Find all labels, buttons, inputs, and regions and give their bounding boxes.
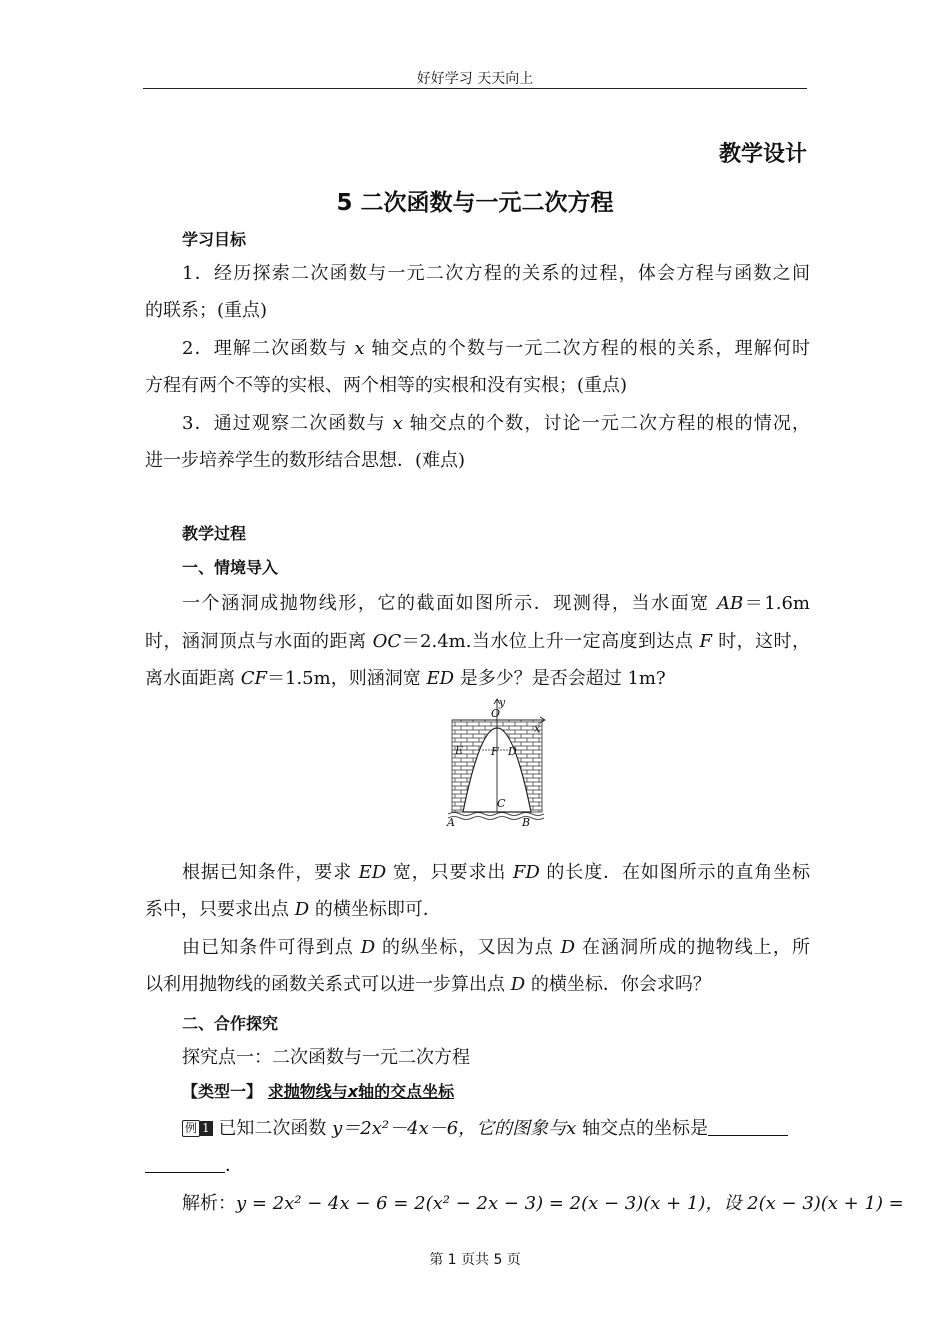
header-rule [143,88,807,89]
type-1-heading: 【类型一】 求抛物线与x轴的交点坐标 [182,1082,455,1101]
design-label: 教学设计 [718,142,807,167]
objective-1-line-2: 的联系；(重点) [145,300,268,321]
explore-point: 探究点一：二次函数与一元二次方程 [182,1047,470,1068]
objective-1-line-1: 1．经历探索二次函数与一元二次方程的关系的过程，体会方程与函数之间 [182,263,810,284]
intro-line-3: 离水面距离 CF＝1.5m，则涵洞宽 ED 是多少？是否会超过 1m? [145,668,666,689]
para2-line-1: 根据已知条件，要求 ED 宽，只要求出 FD 的长度．在如图所示的直角坐标 [182,862,811,883]
label-x: x [534,722,541,735]
para2-line-2: 系中，只要求出点 D 的横坐标即可． [145,899,441,920]
objective-3-line-1: 3．通过观察二次函数与 x 轴交点的个数，讨论一元二次方程的根的情况， [182,413,810,434]
culvert-figure [440,698,550,830]
label-c: C [497,797,506,810]
page-header: 好好学习 天天向上 [416,71,534,87]
example-1-line-2: ． [145,1154,810,1178]
label-f: F [491,745,499,758]
label-y: y [499,698,506,709]
page-footer: 第 1 页共 5 页 [429,1252,521,1268]
answer-blank [145,1156,225,1173]
section-1-heading: 一、情境导入 [182,558,279,577]
label-e: E [455,744,464,757]
example-number: 1 [199,1121,213,1136]
objectives-heading: 学习目标 [182,230,247,249]
label-b: B [522,816,531,829]
intro-line-2: 时，涵洞顶点与水面的距离 OC＝2.4m.当水位上升一定高度到达点 F 时，这时， [145,631,811,652]
example-badge: 例 [182,1120,200,1137]
objective-2-line-1: 2．理解二次函数与 x 轴交点的个数与一元二次方程的根的关系，理解何时 [182,338,810,359]
para3-line-2: 以利用抛物线的函数关系式可以进一步算出点 D 的横坐标．你会求吗？ [145,974,711,995]
answer-blank [708,1119,788,1136]
section-2-heading: 二、合作探究 [182,1014,279,1033]
process-heading: 教学过程 [182,524,247,543]
objective-2-line-2: 方程有两个不等的实根、两个相等的实根和没有实根；(重点) [145,375,628,396]
example-1-line-1: 例 1 已知二次函数 y＝2x²－4x－6，它的图象与x 轴交点的坐标是 [182,1117,847,1141]
para3-line-1: 由已知条件可得到点 D 的纵坐标，又因为点 D 在涵洞所成的抛物线上，所 [182,937,810,958]
page-title: 5 二次函数与一元二次方程 [336,190,614,216]
label-d: D [508,745,517,758]
label-a: A [447,816,455,829]
label-o: O [491,707,501,720]
intro-line-1: 一个涵洞成抛物线形，它的截面如图所示．现测得，当水面宽 AB＝1.6m [182,593,811,614]
analysis-line: 解析：y = 2x² − 4x − 6 = 2(x² − 2x − 3) = 2(x − 3)(x + 1)，设 2(x − 3)(x + 1) = [182,1193,904,1214]
objective-3-line-2: 进一步培养学生的数形结合思想．(难点) [145,450,466,471]
